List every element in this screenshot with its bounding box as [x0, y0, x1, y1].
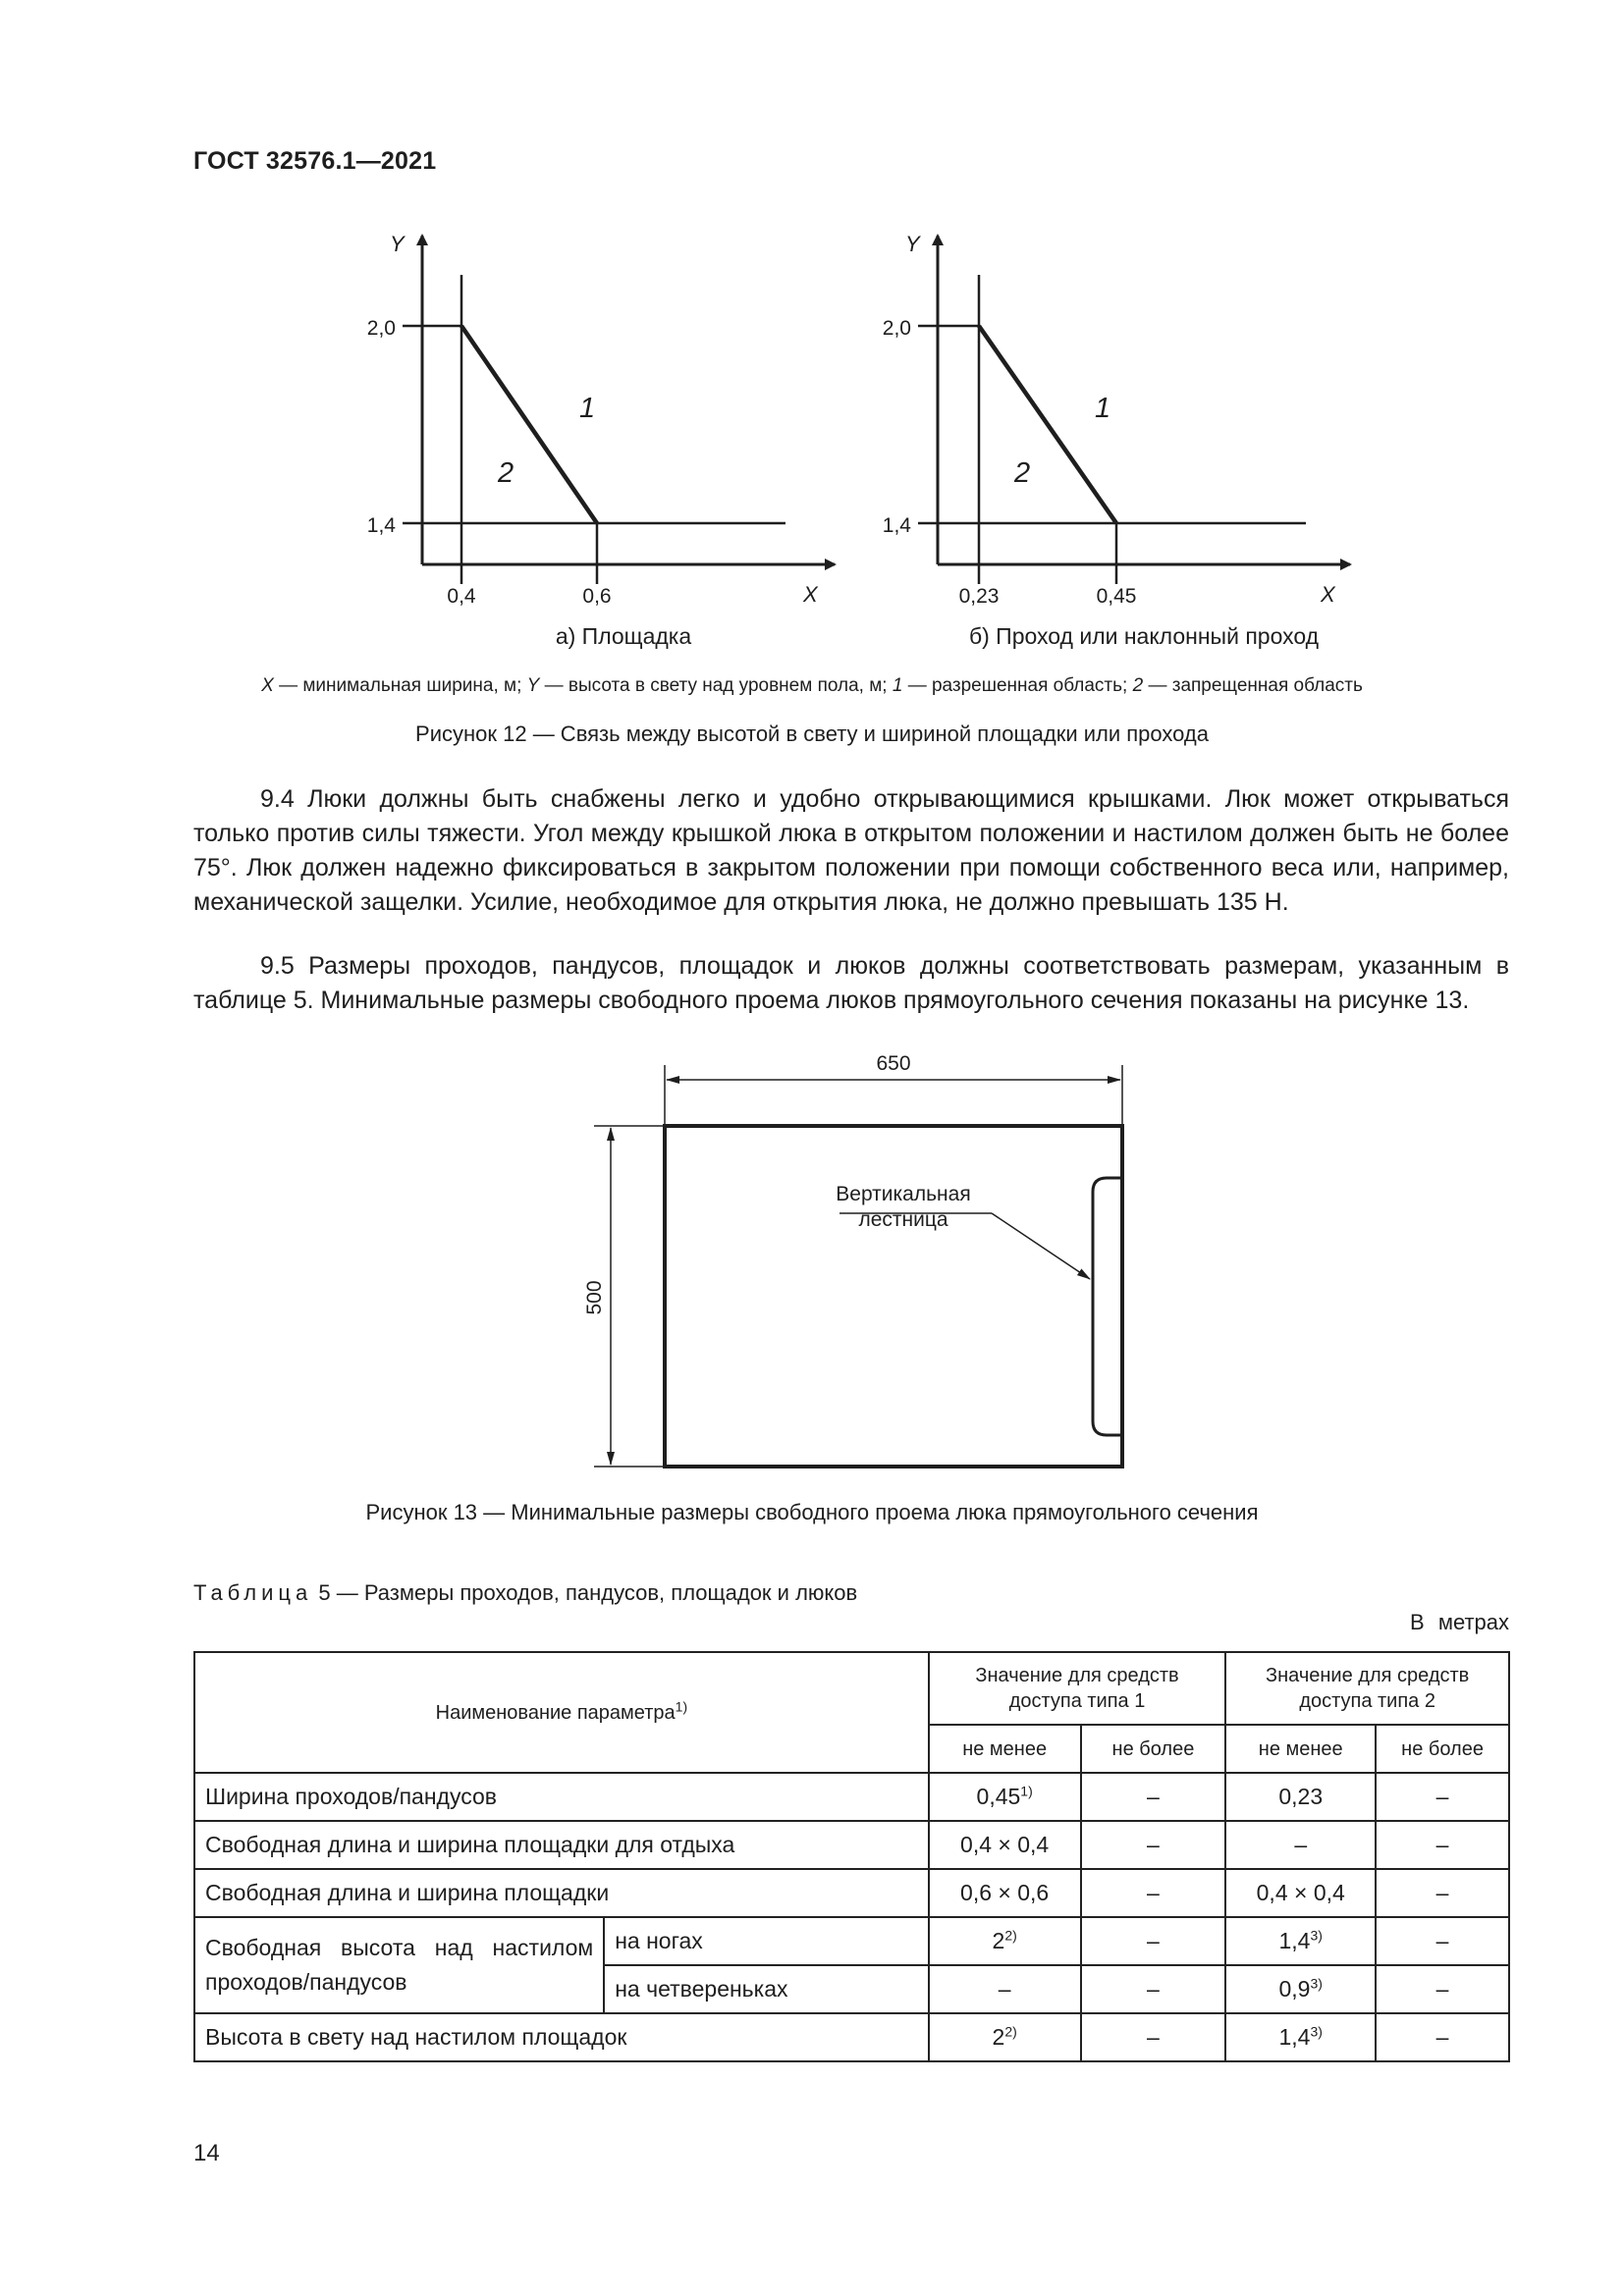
- cell-value: 2: [992, 1928, 1005, 1953]
- paragraph-9-4: 9.4 Люки должны быть снабжены легко и удобно открывающимися крышками. Люк может открываться только против силы тяжести. Угол между крышкой люка в открытом положении и настилом должен быть не более 75°. Люк должен надежно фиксироваться в закрытом положении при помощи собственного веса или, например, механической защелки. Усилие, необходимое для открытия люка, не должно превышать 135 Н.: [193, 785, 1509, 916]
- row-name: Свободная длина и ширина площадки: [194, 1869, 929, 1917]
- cell-type2-min: [1225, 1917, 1376, 1965]
- row-name: Свободная длина и ширина площадки для отдыха: [194, 1821, 929, 1869]
- cell-type2-min: 0,4 × 0,4: [1225, 1869, 1376, 1917]
- cell-type2-max: –: [1376, 2013, 1509, 2061]
- table-5: [193, 1651, 1510, 2062]
- figure-13-caption: Рисунок 13 — Минимальные размеры свободного проема люка прямоугольного сечения: [365, 1500, 1259, 1524]
- legend-2-symbol: 2: [1132, 675, 1144, 696]
- header-param-text: Наименование параметра: [435, 1701, 676, 1724]
- cell-value: 0,45: [976, 1784, 1021, 1809]
- vertical-ladder: [1093, 1178, 1120, 1435]
- ladder-label-line1: Вертикальная: [836, 1183, 971, 1205]
- chart-left-region-allowed: 1: [579, 393, 596, 424]
- chart-left-region-forbidden: 2: [498, 457, 514, 489]
- cell-type1-min: –: [929, 1965, 1081, 2013]
- legend-1-symbol: 1: [892, 675, 903, 696]
- cell-note: 3): [1310, 1927, 1323, 1944]
- cell-value: 1,4: [1278, 1928, 1311, 1953]
- chart-left-y-tick-label: 1,4: [366, 514, 396, 537]
- height-dimension-value: 500: [583, 1280, 606, 1315]
- cell-value: 0,9: [1278, 1976, 1311, 2002]
- chart-left-x-tick-label: 0,4: [447, 585, 476, 608]
- cell-type1-max: –: [1081, 2013, 1226, 2061]
- cell-type2-max: –: [1376, 1821, 1509, 1869]
- cell-type1-max: –: [1081, 1869, 1226, 1917]
- cell-value: 2: [992, 2024, 1005, 2050]
- table-header-row: [194, 1652, 1509, 1725]
- chart-left-x-tick-label: 0,6: [582, 585, 612, 608]
- row-subname: на ногах: [604, 1917, 929, 1965]
- chart-right-region-forbidden: 2: [1014, 457, 1031, 489]
- ladder-leader-arrow: [992, 1213, 1090, 1279]
- cell-type1-min: 0,4 × 0,4: [929, 1821, 1081, 1869]
- chart-right-y-label: Y: [905, 232, 920, 256]
- table-row: [194, 2013, 1509, 2061]
- table-5-unit: В метрах: [1410, 1610, 1509, 1634]
- chart-right: [883, 232, 1350, 649]
- cell-type1-max: –: [1081, 1965, 1226, 2013]
- table-row: [194, 1821, 1509, 1869]
- cell-type1-min: 0,6 × 0,6: [929, 1869, 1081, 1917]
- paragraph-9-5: 9.5 Размеры проходов, пандусов, площадок и люков должны соответствовать размерам, указанным в таблице 5. Минимальные размеры свободного проема люков прямоугольного сечения показаны на рисунке 13.: [193, 952, 1509, 1014]
- table-row: [194, 1917, 1509, 1965]
- table-row: [194, 1773, 1509, 1821]
- cell-type2-max: –: [1376, 1965, 1509, 2013]
- chart-left-x-label: X: [803, 582, 818, 607]
- width-dimension-value: 650: [876, 1052, 911, 1075]
- cell-note: 1): [1020, 1783, 1033, 1799]
- cell-type2-max: –: [1376, 1869, 1509, 1917]
- chart-right-subcaption: б) Проход или наклонный проход: [968, 623, 1320, 649]
- chart-left-y-tick-label: 2,0: [366, 317, 396, 340]
- cell-note: 3): [1310, 2023, 1323, 2040]
- figure-12: [0, 0, 1624, 667]
- document-header: ГОСТ 32576.1—2021: [193, 147, 437, 175]
- row-name: Высота в свету над настилом площадок: [194, 2013, 929, 2061]
- chart-left-subcaption: а) Площадка: [555, 623, 692, 649]
- header-type2-max: не более: [1376, 1725, 1509, 1773]
- chart-left: [367, 232, 835, 649]
- legend-1-text: — разрешенная область;: [902, 675, 1133, 696]
- table-row: [194, 1869, 1509, 1917]
- cell-type2-max: –: [1376, 1773, 1509, 1821]
- cell-type2-max: –: [1376, 1917, 1509, 1965]
- cell-note: 2): [1004, 1927, 1017, 1944]
- table-5-title: [193, 1580, 857, 1606]
- cell-type2-min: [1225, 1965, 1376, 2013]
- cell-type1-min: [929, 1917, 1081, 1965]
- cell-type1-max: –: [1081, 1821, 1226, 1869]
- row-name: Свободная высота над настилом проходов/пандусов: [194, 1917, 604, 2013]
- header-type1-min: не менее: [929, 1725, 1081, 1773]
- cell-type2-min: –: [1225, 1821, 1376, 1869]
- cell-type1-max: –: [1081, 1917, 1226, 1965]
- cell-type2-min: [1225, 2013, 1376, 2061]
- legend-x-text: — минимальная ширина, м;: [273, 675, 527, 696]
- chart-right-region-allowed: 1: [1095, 393, 1111, 424]
- legend-2-text: — запрещенная область: [1143, 675, 1363, 696]
- chart-right-x-label: X: [1321, 582, 1335, 607]
- figure-13: [0, 1041, 1624, 1492]
- table-title-rest: 5 — Размеры проходов, пандусов, площадок и люков: [312, 1580, 858, 1605]
- chart-right-x-tick-label: 0,45: [1096, 585, 1137, 608]
- header-type2-min: не менее: [1225, 1725, 1376, 1773]
- ladder-label-line2: лестница: [858, 1208, 948, 1231]
- chart-right-y-tick-label: 2,0: [882, 317, 911, 340]
- cell-type1-min: [929, 1773, 1081, 1821]
- hatch-opening: [665, 1126, 1122, 1467]
- chart-left-boundary-line: [461, 326, 597, 523]
- legend-y-symbol: Y: [526, 675, 540, 696]
- chart-right-x-tick-label: 0,23: [958, 585, 1000, 608]
- header-type2: Значение для средств доступа типа 2: [1225, 1652, 1509, 1725]
- cell-value: 1,4: [1278, 2024, 1311, 2050]
- row-name: Ширина проходов/пандусов: [194, 1773, 929, 1821]
- cell-note: 3): [1310, 1975, 1323, 1992]
- chart-left-y-label: Y: [390, 232, 405, 256]
- figure-12-caption: Рисунок 12 — Связь между высотой в свету и шириной площадки или прохода: [415, 721, 1209, 746]
- figure-12-legend: [0, 675, 1624, 697]
- chart-right-y-tick-label: 1,4: [882, 514, 911, 537]
- header-param-name: [194, 1652, 929, 1773]
- legend-x-symbol: X: [261, 675, 274, 696]
- chart-right-boundary-line: [979, 326, 1116, 523]
- table-title-prefix: Таблица: [193, 1580, 313, 1605]
- cell-type2-min: 0,23: [1225, 1773, 1376, 1821]
- page-number: 14: [193, 2140, 220, 2166]
- legend-y-text: — высота в свету над уровнем пола, м;: [539, 675, 893, 696]
- header-type1: Значение для средств доступа типа 1: [929, 1652, 1226, 1725]
- cell-type1-min: [929, 2013, 1081, 2061]
- cell-type1-max: –: [1081, 1773, 1226, 1821]
- header-param-note: 1): [675, 1697, 688, 1714]
- header-type1-max: не более: [1081, 1725, 1226, 1773]
- cell-note: 2): [1004, 2023, 1017, 2040]
- row-subname: на четвереньках: [604, 1965, 929, 2013]
